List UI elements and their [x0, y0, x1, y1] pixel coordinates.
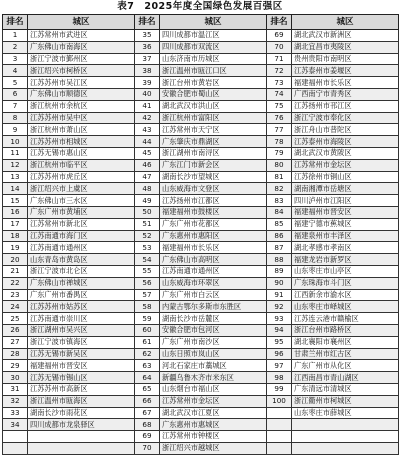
rank-cell: 4	[3, 65, 28, 77]
district-cell: 广东广州市从化区	[292, 360, 399, 372]
district-cell: 浙江杭州市余杭区	[28, 100, 135, 112]
district-cell: 广东广州市番禺区	[28, 289, 135, 301]
rank-cell: 67	[135, 407, 160, 419]
district-cell: 湖北武汉市洪山区	[160, 100, 267, 112]
rank-cell: 91	[267, 289, 292, 301]
district-cell: 江苏常州市金坛区	[292, 159, 399, 171]
district-cell: 广东佛山市禅城区	[28, 277, 135, 289]
rank-cell: 3	[3, 53, 28, 65]
district-cell: 湖北襄阳市襄州区	[292, 336, 399, 348]
district-cell: 江苏苏州市吴中区	[28, 112, 135, 124]
district-cell: 福建宁德市蕉城区	[292, 218, 399, 230]
header-row	[3, 15, 399, 30]
district-cell: 广东清远市清城区	[292, 383, 399, 395]
district-cell: 甘肃兰州市红古区	[292, 348, 399, 360]
table-row	[3, 277, 399, 289]
district-cell: 山东枣庄市峄城区	[292, 301, 399, 313]
rank-cell: 69	[267, 30, 292, 42]
table-row	[3, 183, 399, 195]
table-row	[3, 301, 399, 313]
district-cell: 江苏常州市天宁区	[160, 124, 267, 136]
district-cell: 广东珠海市斗门区	[292, 277, 399, 289]
district-cell: 江西南昌市青山湖区	[292, 372, 399, 384]
district-cell: 浙江湖州市吴兴区	[28, 324, 135, 336]
district-cell: 浙江绍兴市上虞区	[28, 183, 135, 195]
rank-cell: 51	[135, 218, 160, 230]
rank-cell: 29	[3, 360, 28, 372]
rank-cell: 70	[135, 442, 160, 454]
district-cell: 江苏无锡市惠山区	[28, 147, 135, 159]
rank-cell: 66	[135, 395, 160, 407]
district-cell: 广东肇庆市鼎湖区	[160, 136, 267, 148]
rank-header: 排名	[3, 15, 28, 30]
district-cell: 湖南湘潭市岳塘区	[292, 183, 399, 195]
table-row	[3, 230, 399, 242]
district-cell: 江苏连云港市赣榆区	[292, 313, 399, 325]
district-cell: 山东济南市历城区	[160, 53, 267, 65]
rank-cell: 85	[267, 218, 292, 230]
rank-cell: 88	[267, 254, 292, 266]
district-cell: 湖南长沙市望城区	[160, 171, 267, 183]
table-body	[3, 30, 399, 455]
table-row	[3, 431, 399, 443]
rank-cell	[267, 419, 292, 431]
district-cell: 广东广州市白云区	[160, 289, 267, 301]
district-cell: 江苏苏州市吴江区	[28, 77, 135, 89]
district-cell: 广东佛山市顺德区	[28, 88, 135, 100]
table-row	[3, 313, 399, 325]
district-cell: 浙江杭州市萧山区	[28, 124, 135, 136]
rank-cell: 68	[135, 419, 160, 431]
rank-cell: 7	[3, 100, 28, 112]
district-cell: 浙江衢州市柯城区	[292, 395, 399, 407]
table-row	[3, 395, 399, 407]
table-row	[3, 77, 399, 89]
district-cell: 广东惠州市惠阳区	[160, 230, 267, 242]
district-cell: 江苏南通市海门区	[28, 230, 135, 242]
table-row	[3, 65, 399, 77]
rank-header: 排名	[267, 15, 292, 30]
rank-cell: 60	[135, 324, 160, 336]
table-row	[3, 324, 399, 336]
rank-cell: 93	[267, 313, 292, 325]
rank-cell: 82	[267, 183, 292, 195]
rank-cell: 75	[267, 100, 292, 112]
rank-cell: 80	[267, 159, 292, 171]
table-row	[3, 30, 399, 42]
table-row	[3, 159, 399, 171]
district-cell: 江苏无锡市锡山区	[28, 372, 135, 384]
rank-cell: 61	[135, 336, 160, 348]
rank-cell: 53	[135, 242, 160, 254]
table-row	[3, 348, 399, 360]
rank-cell: 43	[135, 124, 160, 136]
rank-cell	[267, 431, 292, 443]
district-cell: 湖南长沙市岳麓区	[160, 313, 267, 325]
table-row	[3, 372, 399, 384]
district-cell: 安徽合肥市蜀山区	[160, 88, 267, 100]
rank-cell: 50	[135, 206, 160, 218]
district-cell: 福建福州市晋安区	[292, 206, 399, 218]
district-cell: 福建福州市鼓楼区	[160, 206, 267, 218]
table-row	[3, 195, 399, 207]
district-cell: 江苏无锡市新吴区	[28, 348, 135, 360]
rank-cell: 10	[3, 136, 28, 148]
district-cell: 江苏苏州市虎丘区	[28, 171, 135, 183]
district-cell: 浙江温州市瓯江口区	[160, 65, 267, 77]
table-row	[3, 136, 399, 148]
rank-cell: 17	[3, 218, 28, 230]
district-cell: 山东枣庄市山亭区	[292, 265, 399, 277]
rank-cell: 74	[267, 88, 292, 100]
rank-cell: 44	[135, 136, 160, 148]
district-cell	[28, 431, 135, 443]
district-cell: 广西南宁市青秀区	[292, 88, 399, 100]
rank-cell: 99	[267, 383, 292, 395]
district-cell: 江西新余市渝水区	[292, 289, 399, 301]
district-cell: 广东广州市南沙区	[160, 336, 267, 348]
district-header: 城区	[28, 15, 135, 30]
rank-header: 排名	[135, 15, 160, 30]
district-cell: 福建福州市长乐区	[292, 77, 399, 89]
district-cell: 江苏苏州市相城区	[28, 136, 135, 148]
district-cell: 新疆乌鲁木齐市米东区	[160, 372, 267, 384]
district-cell: 福建福州市晋安区	[28, 360, 135, 372]
rank-cell: 16	[3, 206, 28, 218]
table-row	[3, 336, 399, 348]
district-cell: 江苏南通市崇川区	[28, 313, 135, 325]
district-cell: 浙江绍兴市柯桥区	[28, 65, 135, 77]
district-header: 城区	[160, 15, 267, 30]
rank-cell: 87	[267, 242, 292, 254]
district-cell: 江苏南通市通州区	[28, 242, 135, 254]
rank-cell: 65	[135, 383, 160, 395]
rank-cell: 13	[3, 171, 28, 183]
district-cell: 四川泸州市江阳区	[292, 195, 399, 207]
district-cell: 安徽合肥市包河区	[160, 324, 267, 336]
table-row	[3, 100, 399, 112]
rank-cell: 2	[3, 41, 28, 53]
table-row	[3, 360, 399, 372]
district-cell: 四川成都市龙泉驿区	[28, 419, 135, 431]
district-cell: 山东烟台市福山区	[160, 383, 267, 395]
rank-cell: 48	[135, 183, 160, 195]
rank-cell: 100	[267, 395, 292, 407]
table-row	[3, 265, 399, 277]
district-cell: 山东青岛市黄岛区	[28, 254, 135, 266]
district-cell: 江苏扬州市江都区	[160, 195, 267, 207]
district-cell: 江苏徐州市铜山区	[292, 171, 399, 183]
district-cell: 江苏常州市武进区	[28, 30, 135, 42]
table-row	[3, 419, 399, 431]
district-cell	[292, 419, 399, 431]
rank-cell: 95	[267, 336, 292, 348]
rank-cell: 97	[267, 360, 292, 372]
district-cell: 江苏常州市金坛区	[160, 395, 267, 407]
rank-cell: 28	[3, 348, 28, 360]
district-cell: 浙江台州市路桥区	[292, 324, 399, 336]
table-row	[3, 124, 399, 136]
rank-cell: 78	[267, 136, 292, 148]
rank-cell: 59	[135, 313, 160, 325]
rank-cell: 37	[135, 53, 160, 65]
district-cell: 广东佛山市三水区	[28, 195, 135, 207]
rank-cell: 54	[135, 254, 160, 266]
table-row	[3, 88, 399, 100]
table-row	[3, 206, 399, 218]
rank-cell: 40	[135, 88, 160, 100]
rank-cell: 35	[135, 30, 160, 42]
table-row	[3, 407, 399, 419]
district-cell: 浙江舟山市普陀区	[292, 124, 399, 136]
table-row	[3, 289, 399, 301]
district-cell: 广东广州市花都区	[160, 218, 267, 230]
district-cell: 四川成都市温江区	[160, 30, 267, 42]
rank-cell: 36	[135, 41, 160, 53]
rank-cell: 18	[3, 230, 28, 242]
district-cell: 湖北武汉市新洲区	[292, 30, 399, 42]
rank-cell: 23	[3, 289, 28, 301]
district-cell: 山东枣庄市薛城区	[292, 407, 399, 419]
district-cell: 浙江绍兴市越城区	[160, 442, 267, 454]
table-row	[3, 254, 399, 266]
rank-cell: 22	[3, 277, 28, 289]
rank-cell: 32	[3, 395, 28, 407]
district-cell: 内蒙古鄂尔多斯市东胜区	[160, 301, 267, 313]
table-title: 表7 2025年度全国绿色发展百强区	[117, 1, 283, 12]
district-cell: 浙江杭州市临平区	[28, 159, 135, 171]
district-cell: 江苏泰州市姜堰区	[292, 65, 399, 77]
rank-cell	[267, 407, 292, 419]
district-cell: 福建福州市长乐区	[160, 242, 267, 254]
table-row	[3, 171, 399, 183]
rank-cell	[267, 442, 292, 454]
district-cell: 浙江台州市黄岩区	[160, 77, 267, 89]
district-cell: 湖北孝感市孝南区	[292, 242, 399, 254]
district-cell: 浙江宁波市镇海区	[28, 336, 135, 348]
district-cell: 湖北武汉市江夏区	[160, 407, 267, 419]
district-header: 城区	[292, 15, 399, 30]
rank-cell: 90	[267, 277, 292, 289]
rank-cell: 45	[135, 147, 160, 159]
district-cell: 广东佛山市高明区	[160, 254, 267, 266]
rank-cell: 76	[267, 112, 292, 124]
rank-cell: 92	[267, 301, 292, 313]
rank-cell: 38	[135, 65, 160, 77]
district-cell: 河北石家庄市藁城区	[160, 360, 267, 372]
district-cell: 浙江宁波市北仑区	[28, 265, 135, 277]
rank-cell: 46	[135, 159, 160, 171]
table-row	[3, 383, 399, 395]
district-cell: 浙江宁波市奉化区	[292, 112, 399, 124]
rank-cell: 62	[135, 348, 160, 360]
rank-cell: 34	[3, 419, 28, 431]
ranking-table	[2, 14, 399, 455]
rank-cell: 41	[135, 100, 160, 112]
district-cell: 浙江宁波市鄞州区	[28, 53, 135, 65]
rank-cell: 5	[3, 77, 28, 89]
district-cell	[292, 431, 399, 443]
rank-cell: 96	[267, 348, 292, 360]
district-cell: 江苏苏州市姑苏区	[28, 301, 135, 313]
table-row	[3, 442, 399, 454]
district-cell: 浙江杭州市富阳区	[160, 112, 267, 124]
rank-cell: 8	[3, 112, 28, 124]
district-cell	[292, 442, 399, 454]
rank-cell: 47	[135, 171, 160, 183]
district-cell: 广东佛山市南海区	[28, 41, 135, 53]
district-cell: 山东威海市文登区	[160, 183, 267, 195]
rank-cell: 49	[135, 195, 160, 207]
rank-cell: 24	[3, 301, 28, 313]
district-cell: 贵州贵阳市南明区	[292, 53, 399, 65]
rank-cell: 21	[3, 265, 28, 277]
rank-cell: 98	[267, 372, 292, 384]
district-cell	[28, 442, 135, 454]
rank-cell: 64	[135, 372, 160, 384]
rank-cell	[3, 442, 28, 454]
table-row	[3, 112, 399, 124]
rank-cell: 30	[3, 372, 28, 384]
district-cell: 江苏常州市钟楼区	[160, 431, 267, 443]
table-row	[3, 218, 399, 230]
rank-cell: 57	[135, 289, 160, 301]
rank-cell: 27	[3, 336, 28, 348]
rank-cell: 52	[135, 230, 160, 242]
rank-cell: 33	[3, 407, 28, 419]
rank-cell: 25	[3, 313, 28, 325]
district-cell: 湖北武汉市黄陂区	[292, 147, 399, 159]
rank-cell: 31	[3, 383, 28, 395]
rank-cell: 83	[267, 195, 292, 207]
rank-cell: 77	[267, 124, 292, 136]
rank-cell: 14	[3, 183, 28, 195]
rank-cell: 71	[267, 53, 292, 65]
table-row	[3, 53, 399, 65]
table-row	[3, 41, 399, 53]
table-row	[3, 147, 399, 159]
rank-cell: 9	[3, 124, 28, 136]
district-cell: 江苏苏州市高新区	[28, 383, 135, 395]
rank-cell: 89	[267, 265, 292, 277]
rank-cell	[3, 431, 28, 443]
district-cell: 广东江门市新会区	[160, 159, 267, 171]
district-cell: 四川成都市双流区	[160, 41, 267, 53]
rank-cell: 1	[3, 30, 28, 42]
rank-cell: 15	[3, 195, 28, 207]
rank-cell: 11	[3, 147, 28, 159]
district-cell: 湖南长沙市雨花区	[28, 407, 135, 419]
district-cell: 江苏南通市通州区	[160, 265, 267, 277]
district-cell: 广东惠州市惠城区	[160, 419, 267, 431]
district-cell: 福建泉州市丰泽区	[292, 230, 399, 242]
rank-cell: 73	[267, 77, 292, 89]
rank-cell: 63	[135, 360, 160, 372]
rank-cell: 84	[267, 206, 292, 218]
rank-cell: 6	[3, 88, 28, 100]
rank-cell: 39	[135, 77, 160, 89]
district-cell: 江苏扬州市邗江区	[292, 100, 399, 112]
rank-cell: 20	[3, 254, 28, 266]
rank-cell: 81	[267, 171, 292, 183]
rank-cell: 86	[267, 230, 292, 242]
rank-cell: 56	[135, 277, 160, 289]
rank-cell: 55	[135, 265, 160, 277]
district-cell: 福建龙岩市新罗区	[292, 254, 399, 266]
rank-cell: 94	[267, 324, 292, 336]
rank-cell: 42	[135, 112, 160, 124]
district-cell: 湖北宜昌市夷陵区	[292, 41, 399, 53]
district-cell: 浙江湖州市南浔区	[160, 147, 267, 159]
rank-cell: 19	[3, 242, 28, 254]
rank-cell: 58	[135, 301, 160, 313]
rank-cell: 26	[3, 324, 28, 336]
rank-cell: 70	[267, 41, 292, 53]
district-cell: 山东威海市环翠区	[160, 277, 267, 289]
rank-cell: 79	[267, 147, 292, 159]
district-cell: 江苏泰州市海陵区	[292, 136, 399, 148]
district-cell: 江苏常州市新北区	[28, 218, 135, 230]
district-cell: 山东日照市岚山区	[160, 348, 267, 360]
district-cell: 广东广州市黄埔区	[28, 206, 135, 218]
rank-cell: 69	[135, 431, 160, 443]
rank-cell: 72	[267, 65, 292, 77]
rank-cell: 12	[3, 159, 28, 171]
table-row	[3, 242, 399, 254]
district-cell: 浙江温州市瓯海区	[28, 395, 135, 407]
